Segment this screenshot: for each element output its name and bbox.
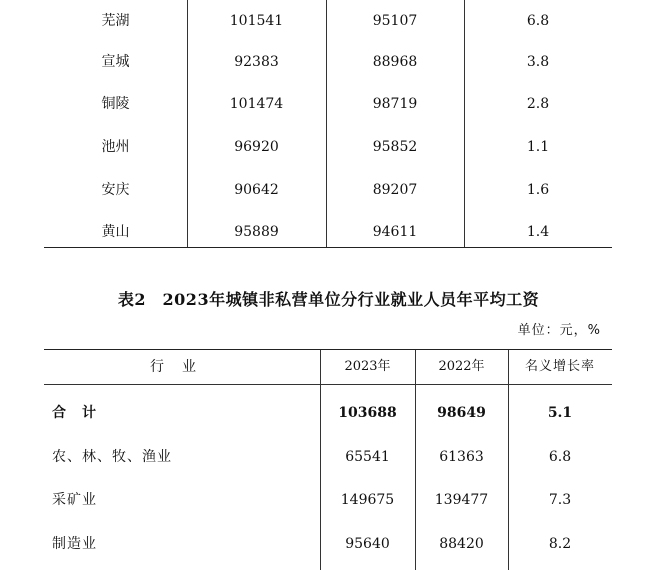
table-row — [44, 126, 612, 169]
city-cell: 黄山 — [101, 224, 130, 240]
value-cell: 101474 — [229, 96, 284, 112]
header-2022: 2022年 — [438, 359, 485, 374]
table-row — [44, 211, 612, 254]
growth-cell: 1.4 — [526, 224, 550, 240]
value-2022-cell: 88420 — [439, 536, 484, 552]
city-cell: 芜湖 — [101, 13, 130, 29]
industry-cell: 合 计 — [52, 405, 97, 421]
industry-cell: 采矿业 — [52, 492, 97, 508]
value-2023-cell: 149675 — [340, 492, 395, 508]
value-cell: 95107 — [372, 13, 418, 29]
table-row — [44, 41, 612, 84]
table2-unit: 单位：元，% — [517, 323, 601, 338]
value-cell: 88968 — [372, 54, 418, 70]
growth-cell: 1.1 — [526, 139, 550, 155]
table-row — [44, 479, 612, 522]
growth-rate-cell: 6.8 — [548, 449, 572, 465]
header-industry: 行业 — [150, 359, 214, 375]
value-2022-cell: 139477 — [434, 492, 489, 508]
table2-header-row — [44, 350, 612, 384]
growth-cell: 3.8 — [526, 54, 550, 70]
growth-rate-cell: 7.3 — [548, 492, 572, 508]
header-growth-rate: 名义增长率 — [524, 359, 595, 374]
table2 — [44, 349, 612, 570]
industry-cell: 制造业 — [52, 536, 97, 552]
value-2023-cell: 65541 — [345, 449, 390, 465]
city-cell: 铜陵 — [101, 96, 130, 112]
value-cell: 98719 — [372, 96, 418, 112]
industry-cell: 农、林、牧、渔业 — [52, 449, 172, 465]
value-cell: 92383 — [234, 54, 279, 70]
value-2023-cell: 95640 — [345, 536, 390, 552]
table-row-total — [44, 392, 612, 435]
value-cell: 95889 — [234, 224, 279, 240]
city-cell: 宣城 — [101, 54, 130, 70]
growth-rate-cell: 5.1 — [547, 405, 573, 421]
table1 — [44, 0, 612, 248]
table-row — [44, 523, 612, 566]
city-cell: 安庆 — [101, 182, 130, 198]
growth-rate-cell: 8.2 — [548, 536, 572, 552]
value-cell: 90642 — [234, 182, 279, 198]
table-row — [44, 0, 612, 43]
growth-cell: 6.8 — [526, 13, 550, 29]
city-cell: 池州 — [101, 139, 130, 155]
value-2023-cell: 103688 — [338, 405, 397, 421]
value-cell: 89207 — [372, 182, 418, 198]
table-row — [44, 83, 612, 126]
value-cell: 95852 — [372, 139, 418, 155]
table2-caption: 表2 2023年城镇非私营单位分行业就业人员年平均工资 — [117, 290, 540, 309]
growth-cell: 1.6 — [526, 182, 550, 198]
value-cell: 94611 — [372, 224, 418, 240]
value-2022-cell: 61363 — [439, 449, 484, 465]
header-2023: 2023年 — [344, 359, 391, 374]
table-row — [44, 169, 612, 212]
value-cell: 101541 — [229, 13, 284, 29]
table-row — [44, 436, 612, 479]
table2-header-divider — [44, 384, 612, 385]
value-2022-cell: 98649 — [437, 405, 486, 421]
growth-cell: 2.8 — [526, 96, 550, 112]
value-cell: 96920 — [234, 139, 279, 155]
